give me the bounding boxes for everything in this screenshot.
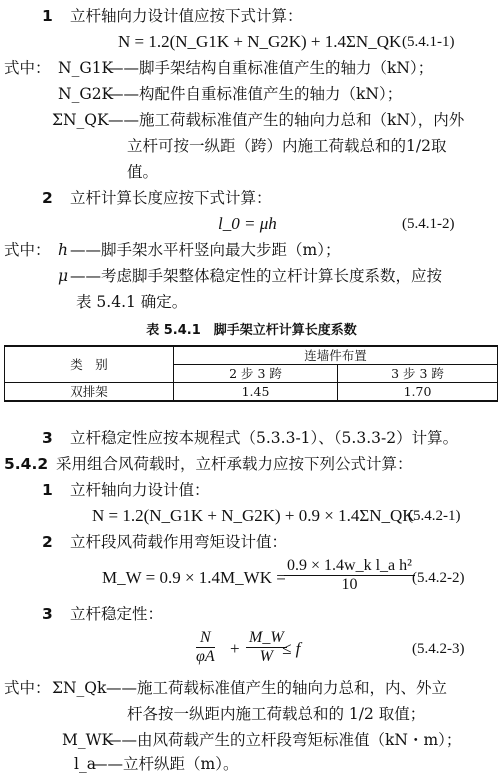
equation-number: (5.4.2-3) [412,641,465,657]
formula-5-4-2-2-lhs: M_W = 0.9 × 1.4M_WK = [102,568,286,587]
table-cell: 1.45 [174,383,338,402]
definition-text: ——施工荷载标准值产生的轴向力总和，内、外立 [106,679,448,697]
inequality-rhs: ≤ f [282,639,301,658]
definition-continuation: 表 5.4.1 确定。 [76,293,188,311]
table-header-col: 2 步 3 跨 [174,365,338,383]
formula-5-4-1-2: l_0 = μh [218,214,277,233]
table-row [5,383,498,402]
fraction [196,629,215,666]
definition-symbol: h [58,241,68,259]
equation-number: (5.4.2-2) [412,570,465,586]
table-header-col: 3 步 3 跨 [338,365,498,383]
definition-symbol: μ [58,267,69,285]
item-number: 2 [42,533,53,551]
fraction-numerator: N [196,629,215,648]
fraction-denominator: φA [196,648,215,665]
fraction-numerator: M_W [246,629,287,648]
table-cell: 双排架 [5,383,174,402]
definition-symbol: M_WK [62,731,114,749]
item-number: 2 [42,189,53,207]
definition-symbol: ΣN_QK [52,111,109,129]
table-title: 表 5.4.1 脚手架立杆计算长度系数 [146,323,357,338]
equation-number: (5.4.1-2) [402,216,455,232]
definition-symbol: ΣN_Qk [52,679,107,697]
where-label: 式中： [4,241,51,259]
table-header-group: 连墙件布置 [174,346,498,365]
equation-number: (5.4.2-1) [408,508,461,524]
definition-text: ——由风荷载产生的立杆段弯矩标准值（kN・m）； [106,731,462,749]
item-text: 立杆段风荷载作用弯矩设计值： [70,533,288,551]
item-text: 立杆稳定性应按本规程式（5.3.3-1）、（5.3.3-2）计算。 [70,429,459,447]
table-header-category: 类 别 [5,346,174,383]
item-number: 1 [42,7,53,25]
definition-continuation: 值。 [127,163,159,181]
where-label: 式中： [4,679,51,697]
formula-5-4-1-1: N = 1.2(N_G1K + N_G2K) + 1.4ΣN_QK [118,32,402,51]
item-text: 立杆轴向力设计值应按下式计算： [70,7,303,25]
definition-text: ——脚手架结构自重标准值产生的轴力（kN）； [108,59,434,77]
definition-continuation: 杆各按一纵距内施工荷载总和的 1/2 取值； [127,705,426,723]
section-text: 采用组合风荷载时，立杆承载力应按下列公式计算： [56,455,413,473]
definition-text: ——施工荷载标准值产生的轴向力总和（kN），内外 [108,111,465,129]
fraction [246,629,287,666]
item-number: 3 [42,429,53,447]
fraction-denominator: 10 [341,576,358,593]
fraction [284,557,415,594]
definition-symbol: N_G1K [58,59,114,77]
item-text: 立杆计算长度应按下式计算： [70,189,272,207]
item-number: 3 [42,605,53,623]
coefficient-table [4,345,498,402]
fraction-denominator: W [259,648,273,665]
where-label: 式中： [4,59,51,77]
definition-symbol: l_a [74,755,96,773]
formula-5-4-2-1: N = 1.2(N_G1K + N_G2K) + 0.9 × 1.4ΣN_QK [92,506,415,525]
definition-text: ——考虑脚手架整体稳定性的立杆计算长度系数，应按 [70,267,443,285]
definition-text: ——构配件自重标准值产生的轴力（kN）； [108,85,403,103]
item-text: 立杆稳定性： [70,605,164,623]
plus-sign: + [230,639,240,658]
fraction-numerator: 0.9 × 1.4w_k l_a h² [284,557,415,576]
definition-continuation: 立杆可按一纵距（跨）内施工荷载总和的1/2取 [127,137,447,155]
definition-symbol: N_G2K [58,85,114,103]
section-number: 5.4.2 [4,455,49,473]
item-text: 立杆轴向力设计值： [70,481,210,499]
item-number: 1 [42,481,53,499]
equation-number: (5.4.1-1) [402,34,455,50]
definition-text: ——脚手架水平杆竖向最大步距（m）； [70,241,341,259]
definition-text: ——立杆纵距（m）。 [92,755,239,773]
table-cell: 1.70 [338,383,498,402]
